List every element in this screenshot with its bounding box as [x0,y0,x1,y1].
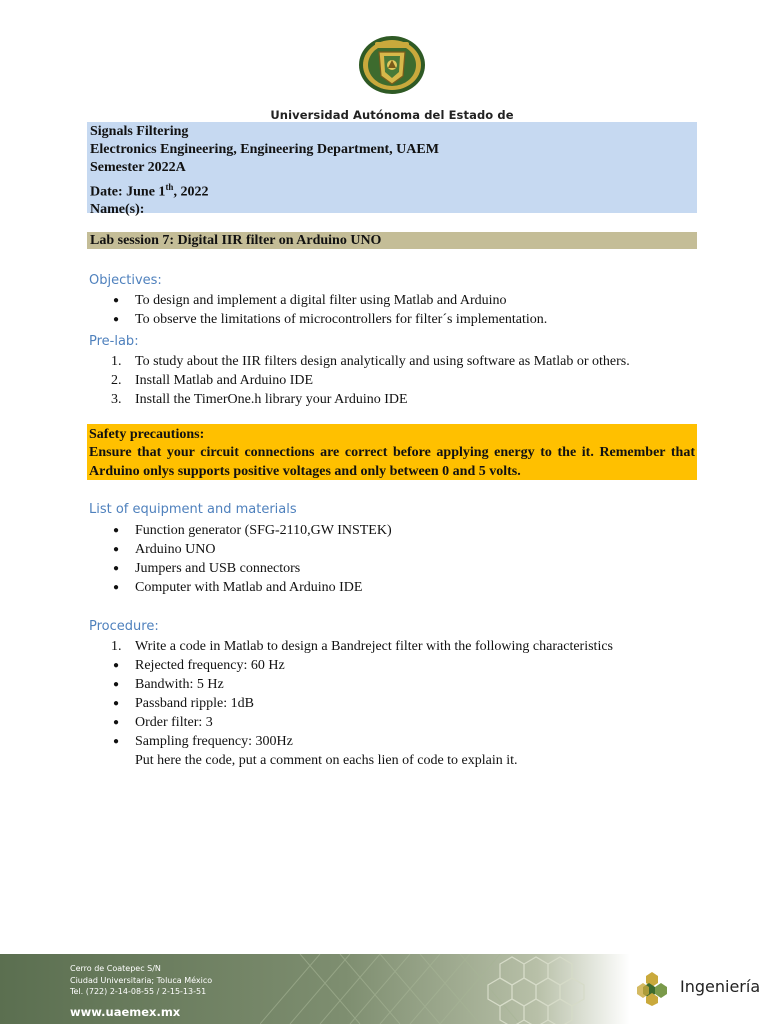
date-prefix: Date: June 1 [90,184,166,200]
course-info-box [87,122,697,218]
course-title: Signals Filtering [90,124,189,139]
footer-address [70,963,212,998]
safety-text: Ensure that your circuit connections are correct before applying energy to the it. Remember that Arduino onlys supports positive voltages and only between 0 and 5 volts. [89,445,695,479]
engineering-logo-icon [634,970,670,1006]
prelab-list [111,352,630,409]
date-line [90,178,694,202]
semester-line: Semester 2022A [90,160,186,176]
university-header [258,30,526,128]
list-item: ● Function generator (SFG-2110,GW INSTEK) [113,523,392,538]
university-name: Universidad Autónoma del Estado de [270,108,514,122]
list-item: ● Passband ripple: 1dB [113,696,254,711]
objectives-list [111,291,547,329]
equipment-list [111,521,392,597]
list-item: 2. Install Matlab and Arduino IDE [111,373,314,388]
safety-box [87,424,697,480]
list-item: 1. To study about the IIR filters design analytically and using software as Matlab or others. [111,354,630,369]
prelab-heading: Pre-lab: [89,334,139,349]
objectives-heading: Objectives: [89,273,162,288]
bullet-icon: ● [113,314,120,325]
bullet-icon: ● [113,736,120,747]
bullet-icon: ● [113,295,120,306]
bullet-icon: ● [113,698,120,709]
list-item: 3. Install the TimerOne.h library your Arduino IDE [111,392,408,407]
footer-website-link[interactable]: www.uaemex.mx [70,1005,181,1019]
list-item: ● Jumpers and USB connectors [113,561,301,576]
list-number: 3. [111,392,122,407]
department-line: Electronics Engineering, Engineering Department, UAEM [90,142,439,158]
bullet-icon: ● [113,679,120,690]
bullet-icon: ● [113,660,120,671]
list-item: ● To design and implement a digital filter using Matlab and Arduino [113,293,507,308]
engineering-brand-label: Ingeniería [680,977,761,996]
bullet-icon: ● [113,525,120,536]
honeycomb-icon [480,954,640,1024]
date-superscript: th [165,181,174,192]
bullet-icon: ● [113,544,120,555]
list-item: ● Bandwith: 5 Hz [113,677,224,692]
procedure-heading: Procedure: [89,619,159,634]
list-item: ● Order filter: 3 [113,715,213,730]
bullet-icon: ● [113,563,120,574]
list-number: 1. [111,354,122,369]
list-item: ● Arduino UNO [113,542,216,557]
procedure-list [111,637,613,770]
footer-address-line1: Cerro de Coatepec S/N [70,964,161,973]
bullet-icon: ● [113,717,120,728]
equipment-heading: List of equipment and materials [89,502,297,517]
procedure-note: Put here the code, put a comment on eachs lien of code to explain it. [135,753,518,768]
names-line: Name(s): [90,202,145,218]
list-item: ● Sampling frequency: 300Hz [113,734,293,749]
list-item: ● Computer with Matlab and Arduino IDE [113,580,363,595]
footer-phone: Tel. (722) 2-14-08-55 / 2-15-13-51 [70,987,207,996]
list-item: ● Rejected frequency: 60 Hz [113,658,285,673]
list-item: 1. Write a code in Matlab to design a Bandreject filter with the following characteristics [111,639,613,654]
list-number: 2. [111,373,122,388]
bullet-icon: ● [113,582,120,593]
list-item: ● To observe the limitations of microcontrollers for filter´s implementation. [113,312,548,327]
safety-title: Safety precautions: [89,427,205,442]
lab-title: Lab session 7: Digital IIR filter on Arduino UNO [87,232,697,249]
university-seal-icon [357,34,427,96]
footer-address-line2: Ciudad Universitaria; Toluca México [70,975,213,985]
date-suffix: , 2022 [173,184,209,200]
list-number: 1. [111,639,122,654]
